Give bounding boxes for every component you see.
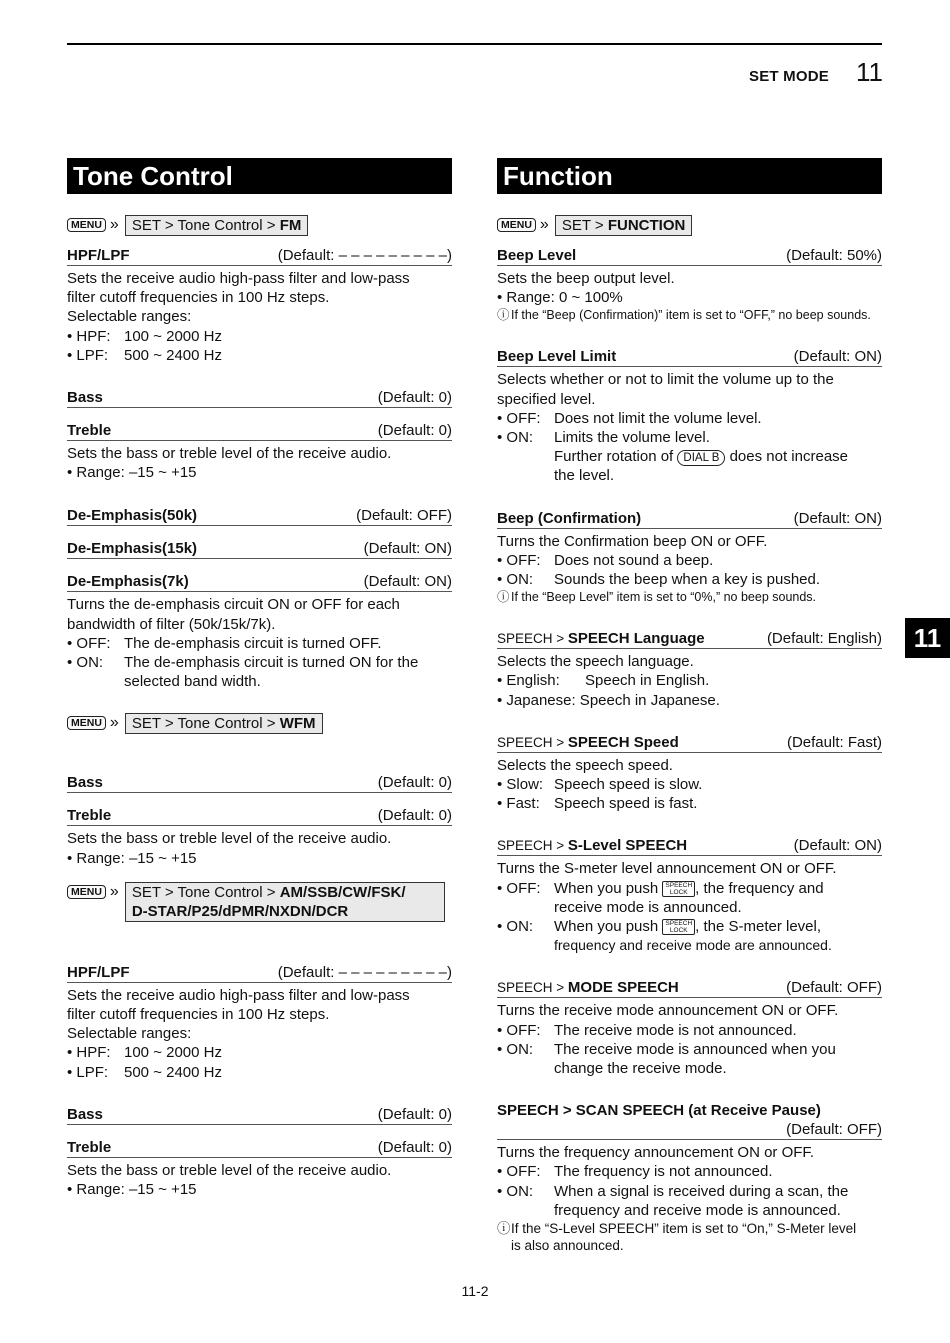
chevron-right-icon: » [109,882,119,900]
header-chapter-number: 11 [856,57,883,87]
item-description [497,532,882,607]
desc-line: selected band width. [124,673,261,691]
row-value: When a signal is received during a scan, the [554,1182,849,1200]
item-de-emphasis-15k [67,539,452,559]
item-s-level-speech [497,836,882,856]
desc-line: • Range: –15 ~ +15 [67,464,197,482]
desc-row [497,1162,882,1181]
desc-row [497,570,882,589]
menu-key-icon: MENU [497,218,536,232]
item-default: (Default: OFF) [786,979,882,997]
path-box [125,713,323,734]
item-prefix: SPEECH > [497,838,568,854]
row-key: • ON: [497,918,534,936]
function-column [497,158,882,1254]
item-hpf-lpf [67,246,452,266]
item-default: (Default: OFF) [786,1121,882,1139]
desc-line: Selects the speech language. [497,653,694,671]
row-key: • OFF: [497,879,541,897]
path-text: SET > Tone Control > [131,217,280,234]
item-name: Beep Level [497,247,577,264]
desc-row [67,634,452,653]
desc-line: specified level. [497,390,596,408]
item-description [67,269,452,365]
item-name: SPEECH Language [567,630,705,648]
desc-line: Sets the receive audio high-pass filter and low-pass [67,270,410,287]
item-name: Treble [67,422,112,440]
menu-key-icon: MENU [67,218,106,232]
item-name: De-Emphasis(50k) [67,507,198,525]
chapter-tab: 11 [905,618,950,658]
row-key: • ON: [497,571,534,589]
row-key: • OFF: [67,634,111,652]
note-text: If the “Beep (Confirmation)” item is set to “OFF,” no beep sounds. [511,308,871,323]
item-beep-level [497,246,882,266]
desc-line: • Range: 0 ~ 100% [497,289,623,307]
path-bold: D-STAR/P25/dPMR/NXDN/DCR [131,902,349,920]
item-speech-speed [497,733,882,753]
item-description [497,370,882,485]
section-title-function: Function [497,158,882,194]
text: When you push [554,879,663,897]
item-hpf-lpf-am [67,963,452,983]
row-key: • ON: [497,1040,534,1058]
top-rule [67,43,882,45]
note-text: If the “S-Level SPEECH” item is set to “On,” S-Meter level [511,1221,857,1237]
row-value: Speech in English. [585,672,710,690]
item-name: Bass [67,1105,103,1123]
desc-line: filter cutoff frequencies in 100 Hz steps. [67,289,330,307]
path-box [555,215,693,236]
desc-row [497,1040,882,1059]
item-de-emphasis-50k [67,506,452,526]
desc-line: Selectable ranges: [67,308,192,326]
item-name: SCAN SPEECH (at Receive Pause) [575,1102,821,1120]
item-bass-am [67,1105,452,1125]
item-default: (Default: – – – – – – – – –) [277,247,452,264]
item-default: (Default: 0) [377,774,452,792]
item-description [67,444,452,482]
item-name: S-Level SPEECH [567,837,688,855]
item-description [497,1143,882,1254]
row-value: Limits the volume level. [554,429,710,447]
row-value: The de-emphasis circuit is turned OFF. [124,634,382,652]
note [497,589,882,606]
speech-lock-key-icon [662,919,695,935]
text: does not increase [725,448,848,466]
item-description [67,829,452,867]
path-box [125,215,309,236]
row-key: • LPF: [67,1063,109,1081]
desc-line: receive mode is announced. [554,898,742,916]
row-value: The receive mode is announced when you [554,1040,836,1058]
desc-row [67,1043,452,1062]
path-bold: FUNCTION [607,217,686,234]
item-speech-language [497,629,882,649]
desc-line [497,447,882,466]
desc-row [497,794,882,813]
row-key: • Fast: [497,795,540,813]
item-name: HPF/LPF [67,963,130,981]
item-default: (Default: OFF) [356,507,452,525]
desc-row [67,653,452,672]
row-key: • HPF: [67,327,111,345]
desc-row [497,917,882,936]
speech-lock-key-icon [662,881,695,897]
desc-row [67,1063,452,1082]
menu-path-function [497,215,882,236]
chevron-right-icon: » [109,216,119,233]
desc-line: Turns the Confirmation beep ON or OFF. [497,532,768,550]
desc-line: Turns the frequency announcement ON or OFF. [497,1144,815,1162]
desc-row [497,775,882,794]
item-description [497,756,882,814]
item-default: (Default: 0) [377,1105,452,1123]
path-text: SET > [561,217,608,234]
row-value: 100 ~ 2000 Hz [124,1044,222,1062]
row-value: 500 ~ 2400 Hz [124,1063,222,1081]
item-description [67,595,452,691]
menu-path-wfm [67,713,452,734]
row-key: • ON: [497,1182,534,1200]
item-prefix: SPEECH > [497,980,568,996]
item-name: Treble [67,807,112,825]
item-default: (Default: – – – – – – – – –) [277,963,452,981]
row-value: Speech speed is fast. [554,795,698,813]
chevron-right-icon: » [539,216,549,233]
item-default: (Default: 0) [377,1138,452,1156]
item-default: (Default: ON) [793,348,882,366]
item-default: (Default: 0) [377,389,452,407]
item-prefix: SPEECH > [497,734,568,750]
item-default: (Default: Fast) [786,733,882,751]
item-description [497,1001,882,1078]
item-name: MODE SPEECH [567,979,679,997]
desc-row [497,671,882,690]
row-key: • English: [497,672,560,690]
item-description [497,652,882,710]
desc-row [497,1182,882,1201]
row-key: • ON: [67,654,104,672]
item-default: (Default: 50%) [786,247,882,264]
item-beep-confirmation [497,509,882,529]
row-key: • OFF: [497,1163,541,1181]
item-name: Treble [67,1138,112,1156]
path-bold: AM/SSB/CW/FSK/ [279,883,406,901]
desc-line: Sets the bass or treble level of the receive audio. [67,445,392,463]
desc-line: Sets the bass or treble level of the receive audio. [67,830,392,848]
desc-line: Turns the de-emphasis circuit ON or OFF for each [67,596,400,614]
item-default: (Default: ON) [793,837,882,855]
item-name: Beep Level Limit [497,348,617,366]
desc-line: frequency and receive mode are announced. [554,937,832,954]
dial-b-icon: DIAL B [677,450,725,466]
menu-key-icon: MENU [67,716,106,730]
chevron-right-icon: » [109,714,119,732]
row-value: Sounds the beep when a key is pushed. [554,571,821,589]
note-text: is also announced. [511,1238,624,1254]
path-text: SET > Tone Control > [131,715,280,733]
item-treble-am [67,1138,452,1158]
row-key: • OFF: [497,551,541,569]
item-default: (Default: ON) [363,540,452,558]
row-value: The de-emphasis circuit is turned ON for the [124,654,419,672]
item-name: SPEECH Speed [567,733,679,751]
desc-line: bandwidth of filter (50k/15k/7k). [67,615,276,633]
desc-row [497,1021,882,1040]
item-treble-wfm [67,806,452,826]
key-top: SPEECH [665,881,693,889]
menu-path-fm [67,215,452,236]
desc-row [497,879,882,898]
menu-path-am [67,882,452,922]
text: , the S-meter level, [695,918,822,936]
item-name: Bass [67,389,103,407]
text: When you push [554,918,663,936]
row-value: 500 ~ 2400 Hz [124,346,222,364]
key-bottom: LOCK [669,888,688,896]
desc-line: filter cutoff frequencies in 100 Hz steps. [67,1006,330,1024]
item-prefix: SPEECH > [497,1102,576,1120]
item-de-emphasis-7k [67,572,452,592]
row-key: • LPF: [67,346,109,364]
desc-line: Turns the S-meter level announcement ON or OFF. [497,860,837,878]
desc-line: Selectable ranges: [67,1025,192,1043]
info-icon: ⓘ [497,590,510,605]
path-bold: WFM [279,715,316,733]
desc-line: frequency and receive mode is announced. [554,1201,841,1219]
desc-line: • Range: –15 ~ +15 [67,849,197,867]
row-key: • ON: [497,429,534,447]
item-treble [67,421,452,441]
row-value: Does not limit the volume level. [554,409,762,427]
desc-line: • Range: –15 ~ +15 [67,1181,197,1199]
path-box [125,882,445,922]
text: , the frequency and [695,879,824,897]
item-description [67,986,452,1082]
key-bottom: LOCK [669,927,688,935]
row-value: Does not sound a beep. [554,551,714,569]
item-name: HPF/LPF [67,247,130,264]
note-text: If the “Beep Level” item is set to “0%,” no beep sounds. [511,590,817,605]
tone-control-column [67,158,452,1199]
item-default: (Default: 0) [377,807,452,825]
item-bass-wfm [67,773,452,793]
desc-line: change the receive mode. [554,1060,727,1078]
item-default: (Default: ON) [363,573,452,591]
path-bold: FM [279,217,302,234]
row-value: Speech speed is slow. [554,776,703,794]
page-number: 11-2 [461,1283,489,1299]
item-name: De-Emphasis(15k) [67,540,198,558]
section-title-tone-control: Tone Control [67,158,452,194]
info-icon: ⓘ [497,308,510,323]
desc-line: • Japanese: Speech in Japanese. [497,691,720,709]
row-key: • OFF: [497,409,541,427]
desc-line: Sets the beep output level. [497,270,675,287]
item-description [67,1161,452,1199]
note [497,1220,882,1254]
desc-line: Selects whether or not to limit the volume up to the [497,371,834,389]
item-default: (Default: ON) [793,509,882,527]
item-name: Bass [67,774,103,792]
item-bass [67,388,452,408]
desc-row [497,409,882,428]
row-key: • Slow: [497,776,544,794]
row-value: The frequency is not announced. [554,1163,773,1181]
desc-line: Selects the speech speed. [497,756,673,774]
row-value: The receive mode is not announced. [554,1021,797,1039]
item-default: (Default: 0) [377,422,452,440]
text: Further rotation of [554,448,678,466]
item-prefix: SPEECH > [497,631,568,647]
item-scan-speech [497,1101,882,1140]
item-description [497,269,882,324]
desc-row [67,327,452,346]
item-name: Beep (Confirmation) [497,509,642,527]
note [497,307,882,324]
menu-key-icon: MENU [67,885,106,899]
path-text: SET > Tone Control > [131,883,280,901]
desc-line: Turns the receive mode announcement ON or OFF. [497,1002,839,1020]
desc-line: the level. [554,467,615,485]
item-name: De-Emphasis(7k) [67,573,189,591]
desc-row [497,428,882,447]
item-beep-level-limit [497,347,882,367]
key-top: SPEECH [665,920,693,928]
desc-row [67,346,452,365]
row-key: • HPF: [67,1044,111,1062]
desc-line: Sets the receive audio high-pass filter and low-pass [67,986,410,1004]
desc-line: Sets the bass or treble level of the receive audio. [67,1161,392,1179]
item-default: (Default: English) [766,630,882,648]
item-description [497,859,882,955]
item-mode-speech [497,978,882,998]
info-icon: ⓘ [497,1221,511,1237]
row-key: • OFF: [497,1021,541,1039]
desc-row [497,551,882,570]
row-value: 100 ~ 2000 Hz [124,327,222,345]
header-label: SET MODE [749,68,829,85]
